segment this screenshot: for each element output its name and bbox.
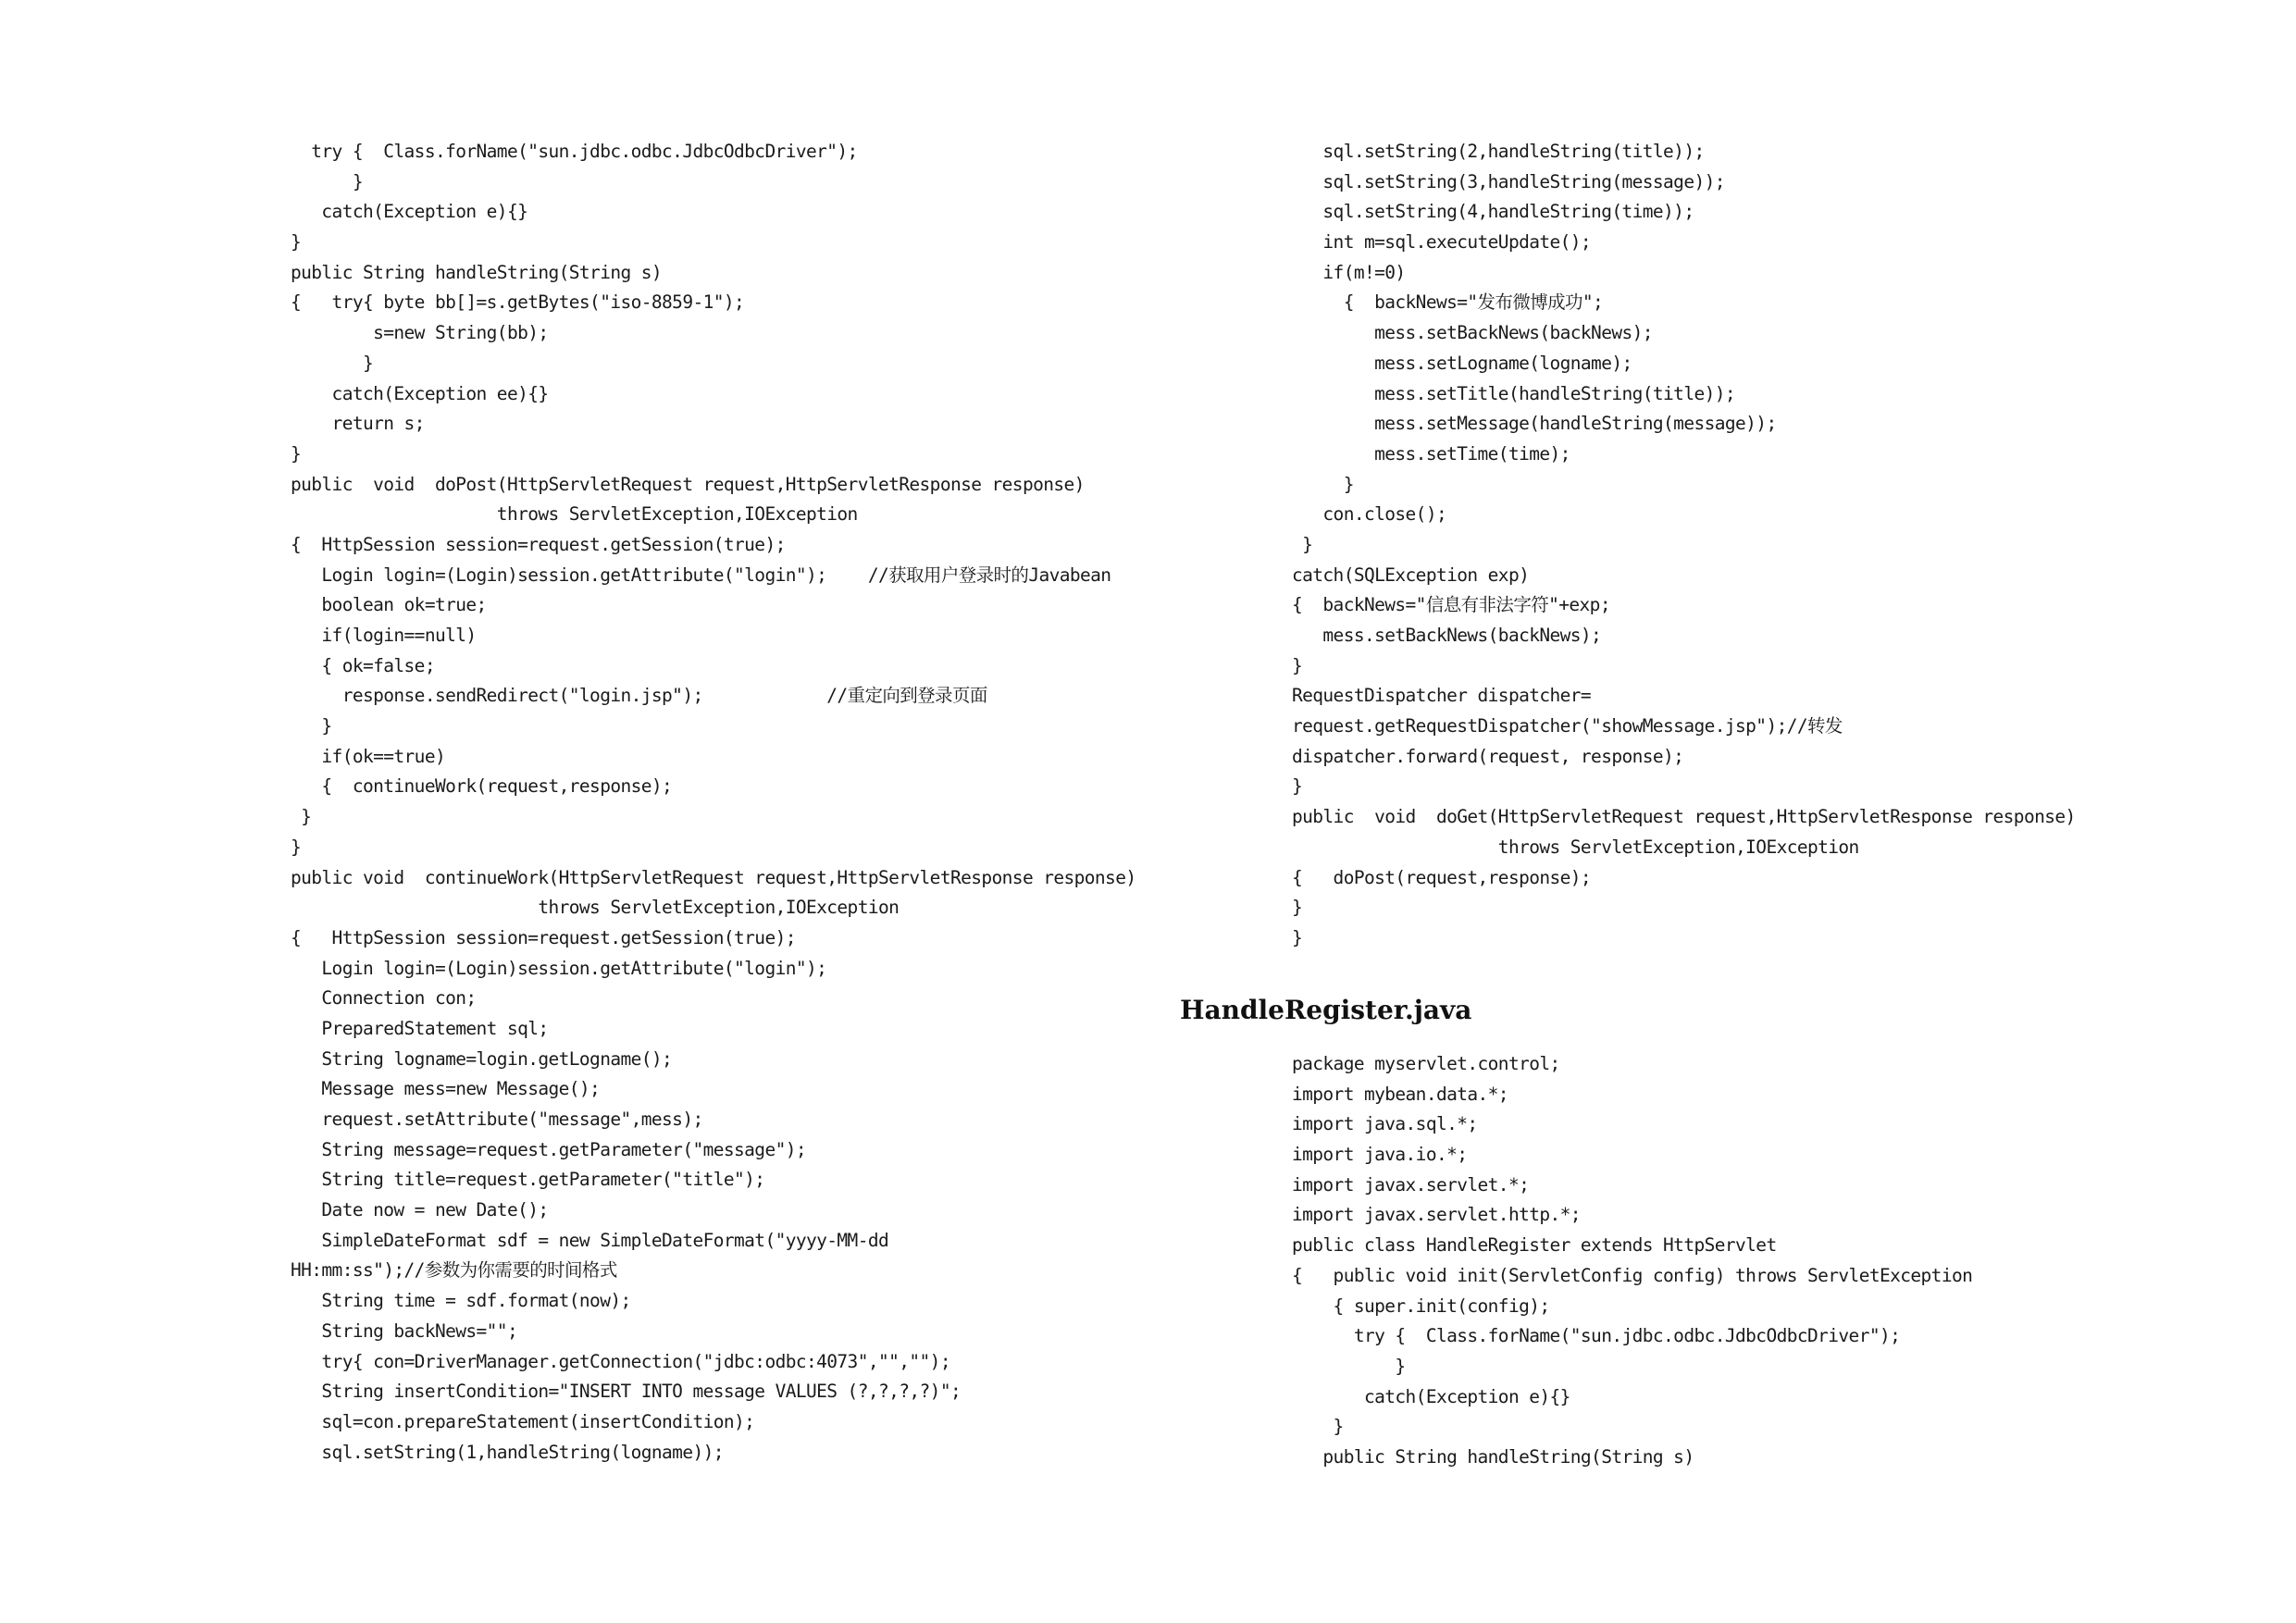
code-line: if(login==null)	[291, 625, 477, 646]
code-line: }	[291, 231, 302, 254]
code-line: Message mess=new Message();	[291, 1078, 601, 1100]
code-line: }	[1292, 533, 1313, 555]
code-line: try { Class.forName("sun.jdbc.odbc.JdbcOdbcDriver");	[291, 141, 858, 162]
code-line: String title=request.getParameter("title");	[291, 1169, 765, 1191]
code-line: { ok=false;	[291, 654, 435, 676]
code-line: package myservlet.control;	[1292, 1053, 1560, 1074]
code-line: public void doPost(HttpServletRequest request,HttpServletResponse response)	[291, 473, 1085, 495]
code-line: request.getRequestDispatcher("showMessage.jsp");//转发	[1292, 715, 1843, 737]
code-line: sql=con.prepareStatement(insertCondition);	[291, 1410, 755, 1432]
code-line: String message=request.getParameter("message");	[291, 1138, 806, 1160]
code-line: throws ServletException,IOException	[291, 503, 858, 526]
code-line: }	[1292, 775, 1303, 798]
code-line: import java.sql.*;	[1292, 1113, 1478, 1135]
code-line: String insertCondition="INSERT INTO message VALUES (?,?,?,?)";	[291, 1381, 962, 1403]
code-line: try { Class.forName("sun.jdbc.odbc.JdbcOdbcDriver");	[1292, 1325, 1901, 1347]
code-line: }	[1292, 1355, 1406, 1377]
code-line: public void doGet(HttpServletRequest request,HttpServletResponse response)	[1292, 806, 2076, 828]
code-line: }	[1292, 654, 1303, 676]
code-line: throws ServletException,IOException	[1292, 836, 1859, 858]
code-line: con.close();	[1292, 503, 1447, 526]
code-line: public void continueWork(HttpServletRequest request,HttpServletResponse response)	[291, 866, 1136, 888]
code-line: sql.setString(1,handleString(logname));	[291, 1441, 724, 1463]
code-line: }	[1292, 473, 1354, 495]
code-line: PreparedStatement sql;	[291, 1017, 549, 1039]
code-line: catch(SQLException exp)	[1292, 564, 1530, 586]
code-line: Connection con;	[291, 987, 477, 1010]
code-line: mess.setLogname(logname);	[1292, 352, 1632, 374]
code-line: { backNews="发布微博成功";	[1292, 291, 1604, 314]
code-line: if(ok==true)	[291, 745, 446, 767]
code-line: public String handleString(String s)	[291, 261, 663, 283]
code-line: }	[291, 170, 363, 192]
code-line: mess.setMessage(handleString(message));	[1292, 413, 1777, 435]
code-line: sql.setString(2,handleString(title));	[1292, 141, 1705, 162]
code-line: public String handleString(String s)	[1292, 1445, 1694, 1468]
code-line: { continueWork(request,response);	[291, 775, 673, 798]
code-line: RequestDispatcher dispatcher=	[1292, 685, 1592, 707]
code-line: }	[1292, 897, 1303, 919]
code-line: HH:mm:ss");//参数为你需要的时间格式	[291, 1259, 617, 1282]
code-line: import javax.servlet.http.*;	[1292, 1204, 1581, 1226]
code-line: { backNews="信息有非法字符"+exp;	[1292, 594, 1610, 616]
code-line: { super.init(config);	[1292, 1295, 1550, 1317]
code-line: throws ServletException,IOException	[291, 897, 900, 919]
code-block-left	[291, 137, 1142, 1468]
code-line: }	[291, 715, 332, 737]
code-block-right	[1292, 137, 2125, 954]
code-line: }	[291, 442, 302, 465]
code-line: { HttpSession session=request.getSession(true);	[291, 926, 796, 948]
code-line: { public void init(ServletConfig config) throws ServletException	[1292, 1264, 1973, 1286]
code-line: catch(Exception ee){}	[291, 382, 549, 404]
code-line: }	[291, 806, 312, 828]
code-line: s=new String(bb);	[291, 322, 549, 344]
code-line: dispatcher.forward(request, response);	[1292, 745, 1684, 767]
code-line: { doPost(request,response);	[1292, 866, 1592, 888]
code-line: public class HandleRegister extends HttpServlet	[1292, 1234, 1777, 1257]
code-line: }	[1292, 926, 1303, 948]
code-line: sql.setString(3,handleString(message));	[1292, 170, 1725, 192]
code-line: }	[291, 836, 302, 858]
section-heading: HandleRegister.java	[1180, 995, 1472, 1025]
code-line: SimpleDateFormat sdf = new SimpleDateFormat("yyyy-MM-dd	[291, 1229, 889, 1251]
code-line: int m=sql.executeUpdate();	[1292, 231, 1592, 254]
code-line: mess.setTitle(handleString(title));	[1292, 382, 1736, 404]
code-line: sql.setString(4,handleString(time));	[1292, 201, 1694, 223]
code-line: try{ con=DriverManager.getConnection("jdbc:odbc:4073","","");	[291, 1350, 950, 1372]
code-line: catch(Exception e){}	[1292, 1385, 1570, 1407]
code-line: response.sendRedirect("login.jsp"); //重定向到登录页面	[291, 685, 987, 707]
code-line: import javax.servlet.*;	[1292, 1173, 1530, 1196]
code-line: }	[1292, 1416, 1344, 1438]
code-block-handle-register	[1292, 1049, 2125, 1473]
code-line: String time = sdf.format(now);	[291, 1290, 631, 1312]
code-line: mess.setTime(time);	[1292, 442, 1570, 465]
code-line: mess.setBackNews(backNews);	[1292, 322, 1653, 344]
code-line: import java.io.*;	[1292, 1144, 1468, 1166]
code-line: catch(Exception e){}	[291, 201, 528, 223]
code-line: request.setAttribute("message",mess);	[291, 1109, 703, 1130]
code-line: { HttpSession session=request.getSession(true);	[291, 533, 786, 555]
code-line: Login login=(Login)session.getAttribute("login"); //获取用户登录时的Javabean	[291, 564, 1111, 586]
code-line: Login login=(Login)session.getAttribute("login");	[291, 957, 827, 979]
code-line: mess.setBackNews(backNews);	[1292, 625, 1602, 646]
code-line: String logname=login.getLogname();	[291, 1047, 673, 1070]
code-line: return s;	[291, 413, 425, 435]
code-line: import mybean.data.*;	[1292, 1083, 1508, 1105]
code-line: boolean ok=true;	[291, 594, 487, 616]
code-line: }	[291, 352, 374, 374]
code-line: if(m!=0)	[1292, 261, 1406, 283]
code-line: Date now = new Date();	[291, 1199, 549, 1221]
code-line: String backNews="";	[291, 1319, 518, 1342]
code-line: { try{ byte bb[]=s.getBytes("iso-8859-1");	[291, 291, 745, 314]
